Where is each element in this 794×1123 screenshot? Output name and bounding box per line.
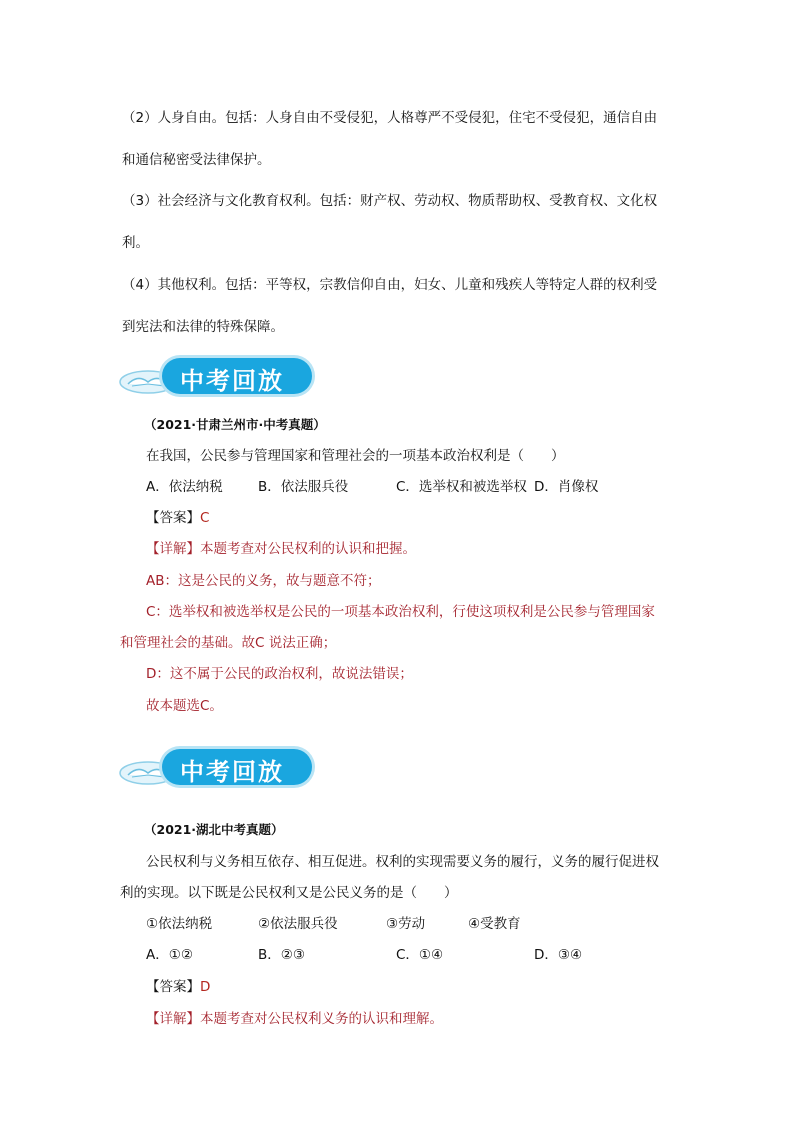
q1-detail [146, 540, 416, 558]
banner-label: 中考回放 [180, 758, 284, 786]
item2-line2: 和通信秘密受法律保护。 [122, 152, 271, 168]
item3-line2: 利。 [122, 235, 149, 251]
answer-label: 【答案】 [146, 510, 200, 526]
q1-answer [146, 509, 209, 527]
q2-option-d: D．③④ [534, 947, 583, 963]
q1-option-a: A．依法纳税 [146, 479, 223, 495]
q1-conclusion: 故本题选C。 [146, 698, 223, 714]
q2-stem-line2: 利的实现。以下既是公民权利又是公民义务的是（ ） [120, 885, 458, 901]
detail-label: 【详解】 [146, 541, 200, 557]
answer-value: C [200, 510, 210, 526]
q1-option-c: C．选举权和被选举权 [396, 479, 527, 495]
section-banner-2 [118, 747, 318, 791]
q2-stem-line1: 公民权利与义务相互依存、相互促进。权利的实现需要义务的履行，义务的履行促进权 [146, 854, 659, 870]
q2-item-1: ①依法纳税 [146, 916, 213, 932]
q2-detail [146, 1010, 443, 1028]
item4-line1: （4）其他权利。包括：平等权，宗教信仰自由，妇女、儿童和残疾人等特定人群的权利受 [122, 277, 658, 293]
q2-option-c: C．①④ [396, 947, 444, 963]
detail-text: 本题考查对公民权利的认识和把握。 [200, 541, 416, 557]
q2-item-3: ③劳动 [386, 916, 426, 932]
q2-option-b: B．②③ [258, 947, 305, 963]
answer-value: D [200, 979, 211, 995]
q1-analysis-ab: AB：这是公民的义务，故与题意不符； [146, 573, 381, 589]
section-banner-1 [118, 356, 318, 400]
q1-analysis-c-line1: C：选举权和被选举权是公民的一项基本政治权利，行使这项权利是公民参与管理国家 [146, 604, 655, 620]
q2-answer [146, 978, 210, 996]
q1-analysis-d: D：这不属于公民的政治权利，故说法错误； [146, 666, 413, 682]
q2-option-a: A．①② [146, 947, 193, 963]
item3-line1: （3）社会经济与文化教育权利。包括：财产权、劳动权、物质帮助权、受教育权、文化权 [122, 193, 658, 209]
banner-label: 中考回放 [180, 367, 284, 395]
q1-analysis-c-line2: 和管理社会的基础。故C 说法正确； [120, 635, 337, 651]
detail-label: 【详解】 [146, 1011, 200, 1027]
detail-text: 本题考查对公民权利义务的认识和理解。 [200, 1011, 443, 1027]
q2-source: （2021·湖北中考真题） [144, 822, 284, 837]
item4-line2: 到宪法和法律的特殊保障。 [122, 319, 284, 335]
q2-item-4: ④受教育 [468, 916, 521, 932]
answer-label: 【答案】 [146, 979, 200, 995]
q1-option-d: D．肖像权 [534, 479, 599, 495]
item2-line1: （2）人身自由。包括：人身自由不受侵犯，人格尊严不受侵犯，住宅不受侵犯，通信自由 [122, 110, 658, 126]
q1-stem: 在我国，公民参与管理国家和管理社会的一项基本政治权利是（ ） [146, 448, 565, 464]
q1-source: （2021·甘肃兰州市·中考真题） [144, 417, 326, 432]
q2-item-2: ②依法服兵役 [258, 916, 338, 932]
q1-option-b: B．依法服兵役 [258, 479, 349, 495]
